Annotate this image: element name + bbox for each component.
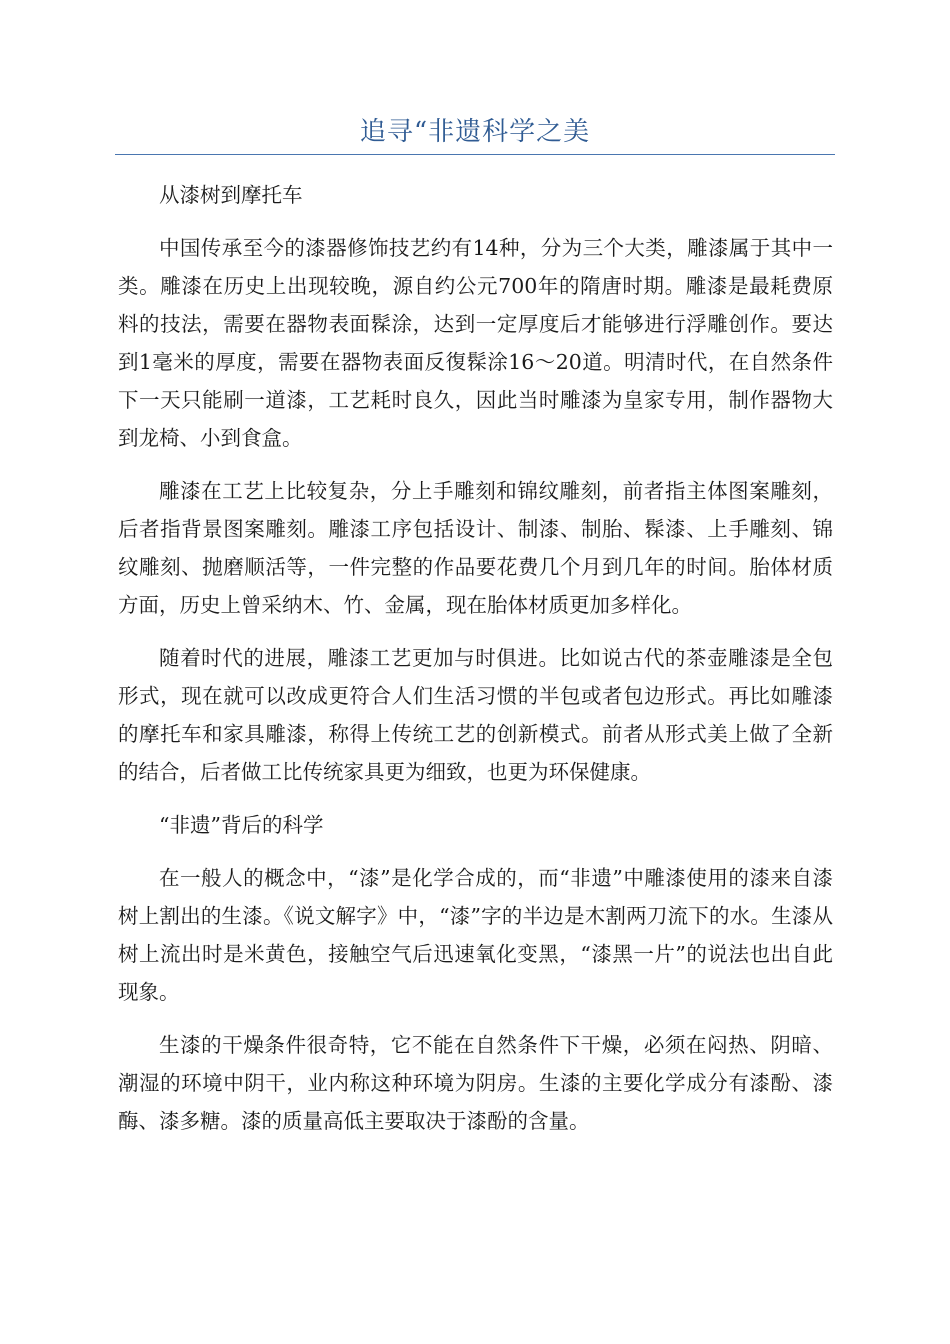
- section-heading-lacquer-tree: 从漆树到摩托车: [159, 183, 303, 207]
- paragraph: 雕漆在工艺上比较复杂，分上手雕刻和锦纹雕刻，前者指主体图案雕刻，后者指背景图案雕刻。雕漆工序包括设计、制漆、制胎、髹漆、上手雕刻、锦纹雕刻、抛磨顺活等，一件完整的作品要花费几个月到几年的时间。胎体材质方面，历史上曾采纳木、竹、金属，现在胎体材质更加多样化。: [118, 479, 833, 617]
- document-title: 追寻“非遗科学之美: [359, 117, 591, 147]
- paragraph: 随着时代的进展，雕漆工艺更加与时俱进。比如说古代的茶壶雕漆是全包形式，现在就可以改成更符合人们生活习惯的半包或者包边形式。再比如雕漆的摩托车和家具雕漆，称得上传统工艺的创新模式。前者从形式美上做了全新的结合，后者做工比传统家具更为细致，也更为环保健康。: [118, 646, 833, 784]
- paragraph: 在一般人的概念中，“漆”是化学合成的，而“非遗”中雕漆使用的漆来自漆树上割出的生漆。《说文解字》中，“漆”字的半边是木割两刀流下的水。生漆从树上流出时是米黄色，接触空气后迅速氧化变黑，“漆黑一片”的说法也出自此现象。: [118, 866, 833, 1004]
- section-heading-science: “非遗”背后的科学: [159, 813, 324, 837]
- paragraph: 生漆的干燥条件很奇特，它不能在自然条件下干燥，必须在闷热、阴暗、潮湿的环境中阴干，业内称这种环境为阴房。生漆的主要化学成分有漆酚、漆酶、漆多糖。漆的质量高低主要取决于漆酚的含量。: [118, 1033, 833, 1133]
- document-body: [118, 176, 833, 1155]
- paragraph: 中国传承至今的漆器修饰技艺约有14种，分为三个大类，雕漆属于其中一类。雕漆在历史上出现较晚，源自约公元700年的隋唐时期。雕漆是最耗费原料的技法，需要在器物表面髹涂，达到一定厚度后才能够进行浮雕创作。要达到1毫米的厚度，需要在器物表面反復髹涂16～20道。明清时代，在自然条件下一天只能刷一道漆，工艺耗时良久，因此当时雕漆为皇家专用，制作器物大到龙椅、小到食盒。: [118, 236, 833, 450]
- title-underline: [115, 154, 835, 155]
